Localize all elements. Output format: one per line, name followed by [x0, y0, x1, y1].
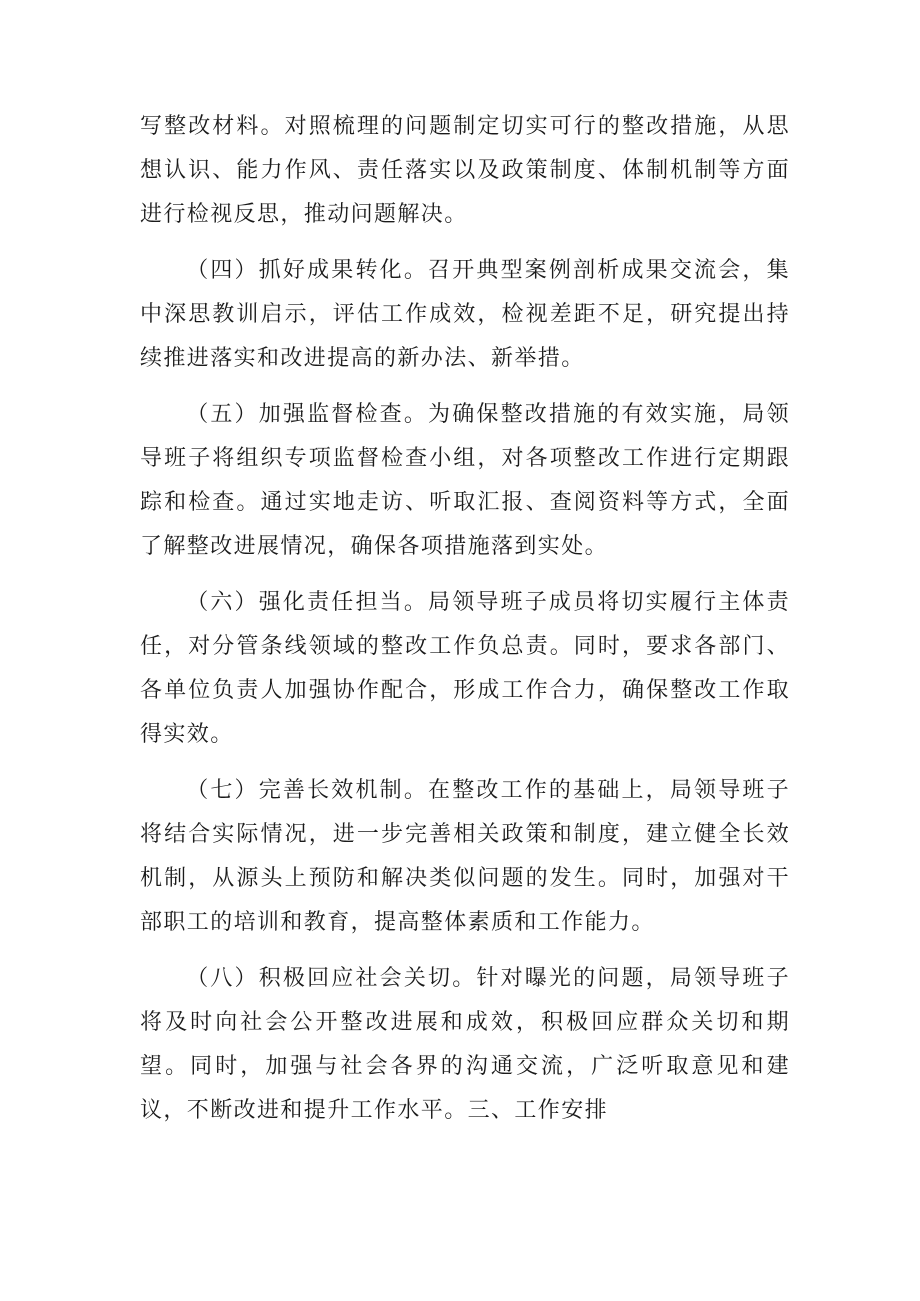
paragraph-seven: （七）完善长效机制。在整改工作的基础上，局领导班子将结合实际情况，进一步完善相关政策和制度，建立健全长效机制，从源头上预防和解决类似问题的发生。同时，加强对干部职工的培训和教育，提高整体素质和工作能力。	[140, 778, 790, 935]
document-body	[140, 105, 790, 1145]
paragraph-six: （六）强化责任担当。局领导班子成员将切实履行主体责任，对分管条线领域的整改工作负总责。同时，要求各部门、各单位负责人加强协作配合，形成工作合力，确保整改工作取得实效。	[140, 590, 790, 747]
paragraph-eight: （八）积极回应社会关切。针对曝光的问题，局领导班子将及时向社会公开整改进展和成效，积极回应群众关切和期望。同时，加强与社会各界的沟通交流，广泛听取意见和建议，不断改进和提升工作水平。三、工作安排	[140, 966, 790, 1123]
paragraph-five: （五）加强监督检查。为确保整改措施的有效实施，局领导班子将组织专项监督检查小组，对各项整改工作进行定期跟踪和检查。通过实地走访、听取汇报、查阅资料等方式，全面了解整改进展情况，确保各项措施落到实处。	[140, 402, 790, 559]
paragraph-continuation: 写整改材料。对照梳理的问题制定切实可行的整改措施，从思想认识、能力作风、责任落实以及政策制度、体制机制等方面进行检视反思，推动问题解决。	[140, 114, 790, 227]
paragraph-four: （四）抓好成果转化。召开典型案例剖析成果交流会，集中深思教训启示，评估工作成效，检视差距不足，研究提出持续推进落实和改进提高的新办法、新举措。	[140, 258, 790, 371]
